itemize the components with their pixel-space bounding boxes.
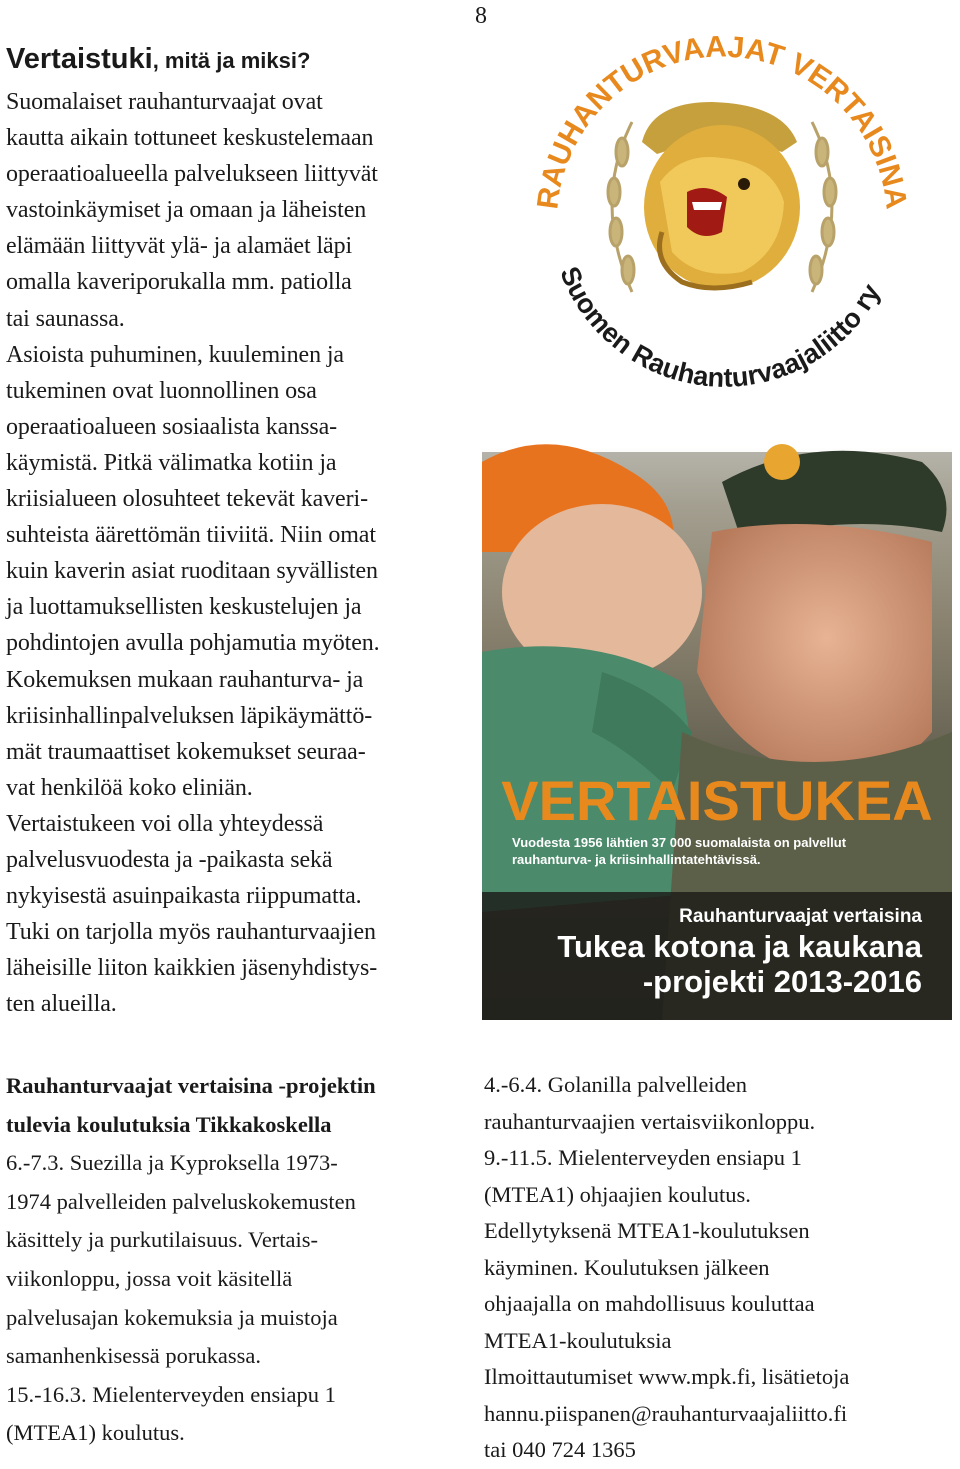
article-title-main: Vertaistuki: [6, 43, 153, 75]
trainings-right-line-10: hannu.piispanen@rauhanturvaajaliitto.fi: [484, 1400, 848, 1426]
poster-graphic: [482, 32, 952, 1020]
trainings-right-line-3: 9.-11.5. Mielenterveyden ensiapu 1: [484, 1145, 802, 1170]
article-line-24: Tuki on tarjolla myös rauhanturvaajien: [6, 919, 376, 946]
article-line-5: elämään liittyvät ylä- ja alamäet läpi: [6, 233, 353, 260]
article-line-3: operaatioalueella palvelukseen liittyvät: [6, 161, 378, 188]
trainings-left-line-7: 15.-16.3. Mielenterveyden ensiapu 1: [6, 1381, 336, 1407]
article-line-10: operaatioalueen sosiaalista kanssa-: [6, 413, 338, 440]
article-line-18: kriisinhallinpalveluksen läpikäymättö-: [6, 702, 373, 729]
article-title-rest: , mitä ja miksi?: [152, 48, 311, 73]
trainings-right-line-1: 4.-6.4. Golanilla palvelleiden: [484, 1072, 748, 1097]
article-line-6: omalla kaveriporukalla mm. patiolla: [6, 269, 352, 296]
article-line-7: tai saunassa.: [6, 305, 125, 332]
article-line-9: tukeminen ovat luonnollinen osa: [6, 377, 317, 404]
trainings-right-line-5: Edellytyksenä MTEA1-koulutuksen: [484, 1218, 810, 1243]
article-line-1: Suomalaiset rauhanturvaajat ovat: [6, 89, 323, 115]
article-line-4: vastoinkäymiset ja omaan ja läheisten: [6, 197, 367, 224]
poster-headline: VERTAISTUKEA: [501, 769, 933, 832]
poster-subline-1: Vuodesta 1956 lähtien 37 000 suomalaista on palvellut: [512, 835, 847, 850]
article-line-20: vat henkilöä koko eliniän.: [6, 774, 253, 801]
trainings-right-line-2: rauhanturvaajien vertaisviikonloppu.: [484, 1108, 816, 1134]
trainings-left-line-1: 6.-7.3. Suezilla ja Kyproksella 1973-: [6, 1150, 338, 1176]
trainings-left-line-2: 1974 palvelleiden palveluskokemusten: [6, 1188, 356, 1214]
article-title: [6, 34, 468, 84]
trainings-right-line-9: Ilmoittautumiset www.mpk.fi, lisätietoja: [484, 1364, 850, 1389]
trainings-left-line-3: käsittely ja purkutilaisuus. Vertais-: [6, 1227, 319, 1253]
trainings-right-line-11: tai 040 724 1365: [484, 1437, 636, 1462]
article-line-16: pohdintojen avulla pohjamutia myöten.: [6, 630, 380, 657]
trainings-right-line-6: käyminen. Koulutuksen jälkeen: [484, 1254, 770, 1280]
article-line-12: kriisialueen olosuhteet tekevät kaveri-: [6, 486, 368, 513]
poster-subline-2: rauhanturva- ja kriisinhallintatehtävissä.: [512, 852, 761, 867]
trainings-left-line-6: samanhenkisessä porukassa.: [6, 1343, 261, 1369]
article-line-26: ten alueilla.: [6, 991, 117, 1018]
trainings-left-column: [6, 1067, 476, 1453]
trainings-heading-2: tulevia koulutuksia Tikkakoskella: [6, 1111, 332, 1137]
trainings-left-line-5: palvelusajan kokemuksia ja muistoja: [6, 1304, 338, 1330]
article-line-2: kautta aikain tottuneet keskustelemaan: [6, 125, 374, 152]
trainings-right-line-7: ohjaajalla on mahdollisuus kouluttaa: [484, 1291, 815, 1316]
article-line-21: Vertaistukeen voi olla yhteydessä: [6, 810, 324, 837]
trainings-right-body: [484, 1067, 954, 1469]
article-line-22: palvelusvuodesta ja -paikasta sekä: [6, 846, 333, 873]
trainings-right-line-8: MTEA1-koulutuksia: [484, 1327, 672, 1353]
article-line-11: käymistä. Pitkä välimatka kotiin ja: [6, 449, 337, 476]
article-line-19: mät traumaattiset kokemukset seuraa-: [6, 738, 366, 765]
poster-project-name-2: -projekti 2013-2016: [642, 964, 922, 999]
article-line-15: ja luottamuksellisten keskustelujen ja: [6, 594, 362, 621]
lion-emblem-icon: [642, 102, 800, 289]
article-line-14: kuin kaverin asiat ruoditaan syvällisten: [6, 558, 378, 585]
poster-arc-bottom: Suomen Rauhanturvaajaliitto ry: [554, 262, 887, 393]
article-line-23: nykyisestä asuinpaikasta riippumatta.: [6, 883, 362, 910]
article-column: [6, 34, 468, 1022]
poster-image: [482, 32, 952, 1020]
poster-project-name-1: Tukea kotona ja kaukana: [557, 929, 922, 964]
poster-project-label: Rauhanturvaajat vertaisina: [679, 906, 922, 927]
trainings-left-line-4: viikonloppu, jossa voit käsitellä: [6, 1265, 293, 1291]
article-line-13: suhteista äärettömän tiiviitä. Niin omat: [6, 522, 376, 549]
page-number: 8: [475, 3, 487, 29]
article-line-17: Kokemuksen mukaan rauhanturva- ja: [6, 666, 364, 693]
trainings-left-body: [6, 1144, 476, 1453]
article-line-25: läheisille liiton kaikkien jäsenyhdistys-: [6, 955, 378, 982]
poster-arc-top: RAUHANTURVAAJAT VERTAISINA: [531, 32, 913, 211]
trainings-heading-1: Rauhanturvaajat vertaisina -projektin: [6, 1073, 376, 1098]
trainings-right-line-4: (MTEA1) ohjaajien koulutus.: [484, 1181, 751, 1207]
article-line-8: Asioista puhuminen, kuuleminen ja: [6, 341, 344, 368]
trainings-right-column: [484, 1067, 954, 1469]
article-body: [6, 84, 468, 1022]
trainings-left-line-8: (MTEA1) koulutus.: [6, 1420, 185, 1446]
